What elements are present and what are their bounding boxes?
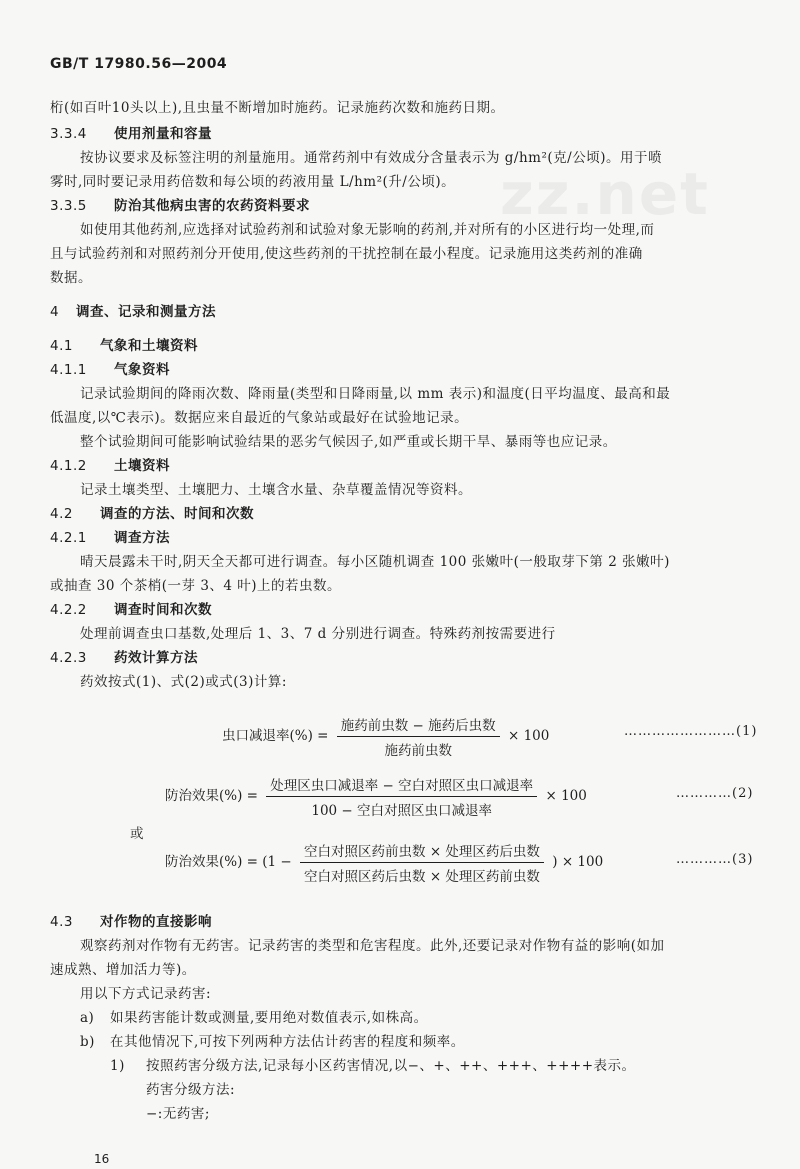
list-text: 按照药害分级方法,记录每小区药害情况,以−、+、++、+++、++++表示。	[146, 1058, 636, 1074]
section-title: 调查时间和次数	[114, 602, 212, 618]
section-heading-4-2-2	[50, 598, 212, 618]
text-line: 桁(如百叶10头以上),且虫量不断增加时施药。记录施药次数和施药日期。	[50, 100, 505, 116]
text-line: 药效按式(1)、式(2)或式(3)计算:	[80, 674, 287, 690]
list-text: 在其他情况下,可按下列两种方法估计药害的程度和频率。	[110, 1034, 465, 1050]
standard-code-header: GB/T 17980.56—2004	[50, 56, 228, 72]
section-heading-4	[50, 300, 216, 320]
watermark: zz.net	[500, 160, 710, 228]
text-line: 低温度,以℃表示)。数据应来自最近的气象站或最好在试验地记录。	[50, 410, 469, 426]
text-line: 记录试验期间的降雨次数、降雨量(类型和日降雨量,以 mm 表示)和温度(日平均温度、最高和最	[80, 386, 671, 402]
formula-fraction	[300, 840, 544, 885]
list-marker: b)	[80, 1034, 95, 1050]
formula-fraction	[266, 774, 537, 819]
list-text: 如果药害能计数或测量,要用绝对数值表示,如株高。	[110, 1010, 428, 1026]
section-heading-3-3-4	[50, 122, 212, 142]
text-line: 速成熟、增加活力等)。	[50, 962, 196, 978]
section-title: 防治其他病虫害的农药资料要求	[114, 198, 310, 214]
section-number: 4	[50, 304, 60, 320]
text-line: 且与试验药剂和对照药剂分开使用,使这些药剂的干扰控制在最小程度。记录施用这类药剂的准确	[50, 246, 643, 262]
formula-ref-3: …………(3)	[676, 852, 754, 867]
formula-close-paren: )	[552, 854, 558, 870]
section-number: 3.3.5	[50, 198, 87, 214]
formula-multiplier: × 100	[561, 854, 604, 870]
text-line: 用以下方式记录药害:	[80, 986, 212, 1002]
fraction-denominator: 100 − 空白对照区虫口减退率	[311, 803, 493, 819]
text-line: 观察药剂对作物有无药害。记录药害的类型和危害程度。此外,还要记录对作物有益的影响(如加	[80, 938, 665, 954]
list-marker: a)	[80, 1010, 95, 1026]
section-number: 4.2.2	[50, 602, 87, 618]
text-line: 处理前调查虫口基数,处理后 1、3、7 d 分别进行调查。特殊药剂按需要进行	[80, 626, 556, 642]
formula-1	[222, 714, 549, 759]
section-number: 4.1	[50, 338, 73, 354]
text-line: 数据。	[50, 270, 92, 286]
section-heading-4-3	[50, 910, 212, 930]
section-heading-4-1-2	[50, 454, 170, 474]
formula-lhs: 防治效果(%) =	[165, 788, 258, 804]
section-title: 药效计算方法	[114, 650, 198, 666]
section-title: 气象资料	[114, 362, 170, 378]
section-heading-4-1-1	[50, 358, 170, 378]
text-line: −:无药害;	[146, 1106, 210, 1122]
section-heading-3-3-5	[50, 194, 310, 214]
conjunction-or: 或	[130, 826, 144, 842]
section-number: 4.2	[50, 506, 73, 522]
section-heading-4-2-1	[50, 526, 170, 546]
fraction-denominator: 空白对照区药后虫数 × 处理区药前虫数	[304, 869, 540, 885]
section-title: 调查、记录和测量方法	[76, 304, 216, 320]
formula-lhs: 虫口减退率(%) =	[222, 728, 329, 744]
list-item-1	[110, 1054, 636, 1074]
fraction-numerator: 施药前虫数 − 施药后虫数	[337, 714, 500, 737]
section-number: 4.2.1	[50, 530, 87, 546]
formula-3	[165, 840, 603, 885]
fraction-numerator: 空白对照区药前虫数 × 处理区药后虫数	[300, 840, 544, 863]
formula-ref-1: ……………………(1)	[624, 724, 758, 739]
text-line: 药害分级方法:	[146, 1082, 236, 1098]
section-title: 调查方法	[114, 530, 170, 546]
section-heading-4-1	[50, 334, 198, 354]
text-line: 记录土壤类型、土壤肥力、土壤含水量、杂草覆盖情况等资料。	[80, 482, 472, 498]
text-line: 雾时,同时要记录用药倍数和每公顷的药液用量 L/hm²(升/公顷)。	[50, 174, 456, 190]
section-number: 4.1.1	[50, 362, 87, 378]
formula-multiplier: × 100	[545, 788, 587, 804]
text-line: 整个试验期间可能影响试验结果的恶劣气候因子,如严重或长期干旱、暴雨等也应记录。	[80, 434, 617, 450]
fraction-numerator: 处理区虫口减退率 − 空白对照区虫口减退率	[266, 774, 537, 797]
list-item-b	[80, 1030, 465, 1050]
formula-lhs: 防治效果(%) =	[165, 854, 258, 870]
section-heading-4-2-3	[50, 646, 198, 666]
list-marker: 1)	[110, 1058, 125, 1074]
section-number: 3.3.4	[50, 126, 87, 142]
formula-ref-2: …………(2)	[676, 786, 754, 801]
section-number: 4.1.2	[50, 458, 87, 474]
section-title: 土壤资料	[114, 458, 170, 474]
section-heading-4-2	[50, 502, 254, 522]
section-title: 对作物的直接影响	[100, 914, 212, 930]
text-line: 如使用其他药剂,应选择对试验药剂和试验对象无影响的药剂,并对所有的小区进行均一处理,而	[80, 222, 655, 238]
formula-open-paren: (1 −	[262, 854, 292, 870]
formula-2	[165, 774, 587, 819]
formula-multiplier: × 100	[507, 728, 550, 744]
section-number: 4.3	[50, 914, 73, 930]
section-number: 4.2.3	[50, 650, 87, 666]
section-title: 调查的方法、时间和次数	[100, 506, 254, 522]
list-item-a	[80, 1006, 428, 1026]
formula-fraction	[337, 714, 500, 759]
text-line: 按协议要求及标签注明的剂量施用。通常药剂中有效成分含量表示为 g/hm²(克/公顷)。用于喷	[80, 150, 662, 166]
text-line: 或抽查 30 个茶梢(一芽 3、4 叶)上的若虫数。	[50, 578, 342, 594]
fraction-denominator: 施药前虫数	[384, 743, 452, 759]
section-title: 气象和土壤资料	[100, 338, 198, 354]
section-title: 使用剂量和容量	[114, 126, 212, 142]
text-line: 晴天晨露未干时,阴天全天都可进行调查。每小区随机调查 100 张嫩叶(一般取芽下第 2 张嫩叶)	[80, 554, 670, 570]
page-number: 16	[94, 1152, 110, 1166]
